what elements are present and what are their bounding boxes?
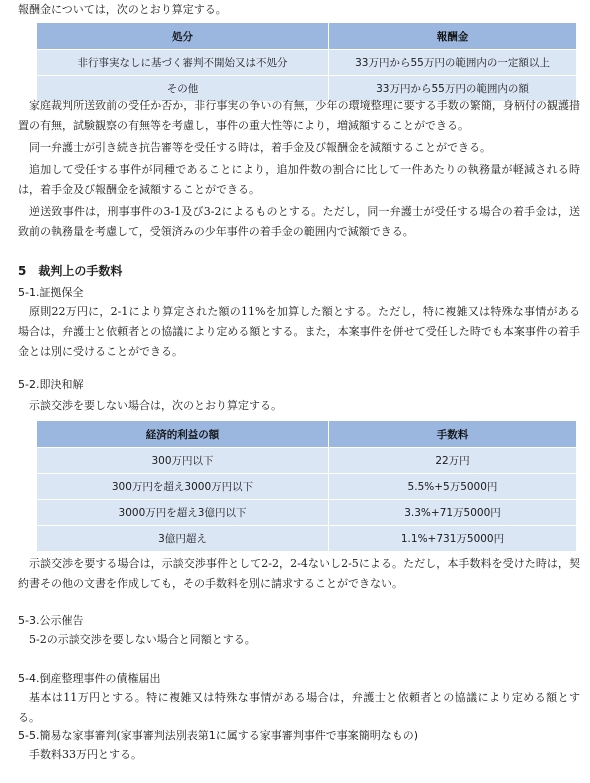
subsection-heading: 5-4.倒産整理事件の債権届出 — [18, 672, 161, 685]
table-row — [37, 50, 577, 76]
table-header-cell: 処分 — [37, 23, 329, 50]
table-cell: 300万円以下 — [37, 448, 329, 474]
table-cell: 33万円から55万円の範囲内の一定額以上 — [329, 50, 577, 76]
subsection-heading: 5-1.証拠保全 — [18, 286, 84, 299]
reward-table — [36, 22, 577, 102]
paragraph: 家庭裁判所送致前の受任か否か，非行事実の争いの有無，少年の環境整理に要する手数の繁簡，身柄付の観護措置の有無，試験観察の有無等を考慮し，事件の重大性等により，増減額することができる。 — [18, 99, 580, 132]
table-header-cell: 経済的利益の額 — [37, 421, 329, 448]
paragraph: 同一弁護士が引き続き抗告審等を受任する時は，着手金及び報酬金を減額することができる。 — [29, 141, 491, 154]
intro-line: 報酬金については，次のとおり算定する。 — [18, 3, 227, 16]
paragraph: 原則22万円に，2-1により算定された額の11%を加算した額とする。ただし，特に複雑又は特殊な事情がある場合は，弁護士と依頼者との協議により定める額とする。また，本案事件を併せて受任した時でも本案事件の着手金とは別に受けることができる。 — [18, 305, 580, 358]
paragraph: 示談交渉を要しない場合は，次のとおり算定する。 — [29, 399, 282, 412]
table-header-cell: 報酬金 — [329, 23, 577, 50]
paragraph: 追加して受任する事件が同種であることにより，追加件数の割合に比して一件あたりの執務量が軽減される時は，着手金及び報酬金を減額することができる。 — [18, 163, 580, 196]
table-row — [37, 526, 577, 552]
table-cell: 5.5%+5万5000円 — [329, 474, 577, 500]
table-header-row — [37, 23, 577, 50]
subsection-heading: 5-2.即決和解 — [18, 378, 84, 391]
table-cell: 3億円超え — [37, 526, 329, 552]
paragraph: 示談交渉を要する場合は，示談交渉事件として2-2，2-4ないし2-5による。ただし，本手数料を受けた時は，契約書その他の文書を作成しても，その手数料を別に請求することができない。 — [18, 557, 580, 590]
table-header-cell: 手数料 — [329, 421, 577, 448]
subsection-heading: 5-3.公示催告 — [18, 614, 84, 627]
table-cell: 1.1%+731万5000円 — [329, 526, 577, 552]
table-cell: 33万円から55万円の範囲内の額 — [329, 76, 577, 102]
table-cell: 3.3%+71万5000円 — [329, 500, 577, 526]
table-row — [37, 448, 577, 474]
table-cell: 3000万円を超え3億円以下 — [37, 500, 329, 526]
table-cell: 300万円を超え3000万円以下 — [37, 474, 329, 500]
table-header-row — [37, 421, 577, 448]
subsection-heading: 5-5.簡易な家事審判(家事審判法別表第1に属する家事審判事件で事案簡明なもの) — [18, 729, 419, 742]
paragraph: 5-2の示談交渉を要しない場合と同額とする。 — [29, 633, 256, 646]
table-cell: 22万円 — [329, 448, 577, 474]
paragraph: 逆送致事件は，刑事事件の3-1及び3-2によるものとする。ただし，同一弁護士が受任する場合の着手金は，送致前の執務量を考慮して，受領済みの少年事件の着手金の範囲内で減額できる。 — [18, 205, 580, 238]
table-row — [37, 474, 577, 500]
table-cell: その他 — [37, 76, 329, 102]
paragraph: 手数料33万円とする。 — [29, 748, 142, 761]
fee-table — [36, 420, 577, 552]
paragraph: 基本は11万円とする。特に複雑又は特殊な事情がある場合は，弁護士と依頼者との協議により定める額とする。 — [18, 691, 580, 724]
table-cell: 非行事実なしに基づく審判不開始又は不処分 — [37, 50, 329, 76]
section-heading: 5 裁判上の手数料 — [18, 264, 123, 278]
table-row — [37, 500, 577, 526]
